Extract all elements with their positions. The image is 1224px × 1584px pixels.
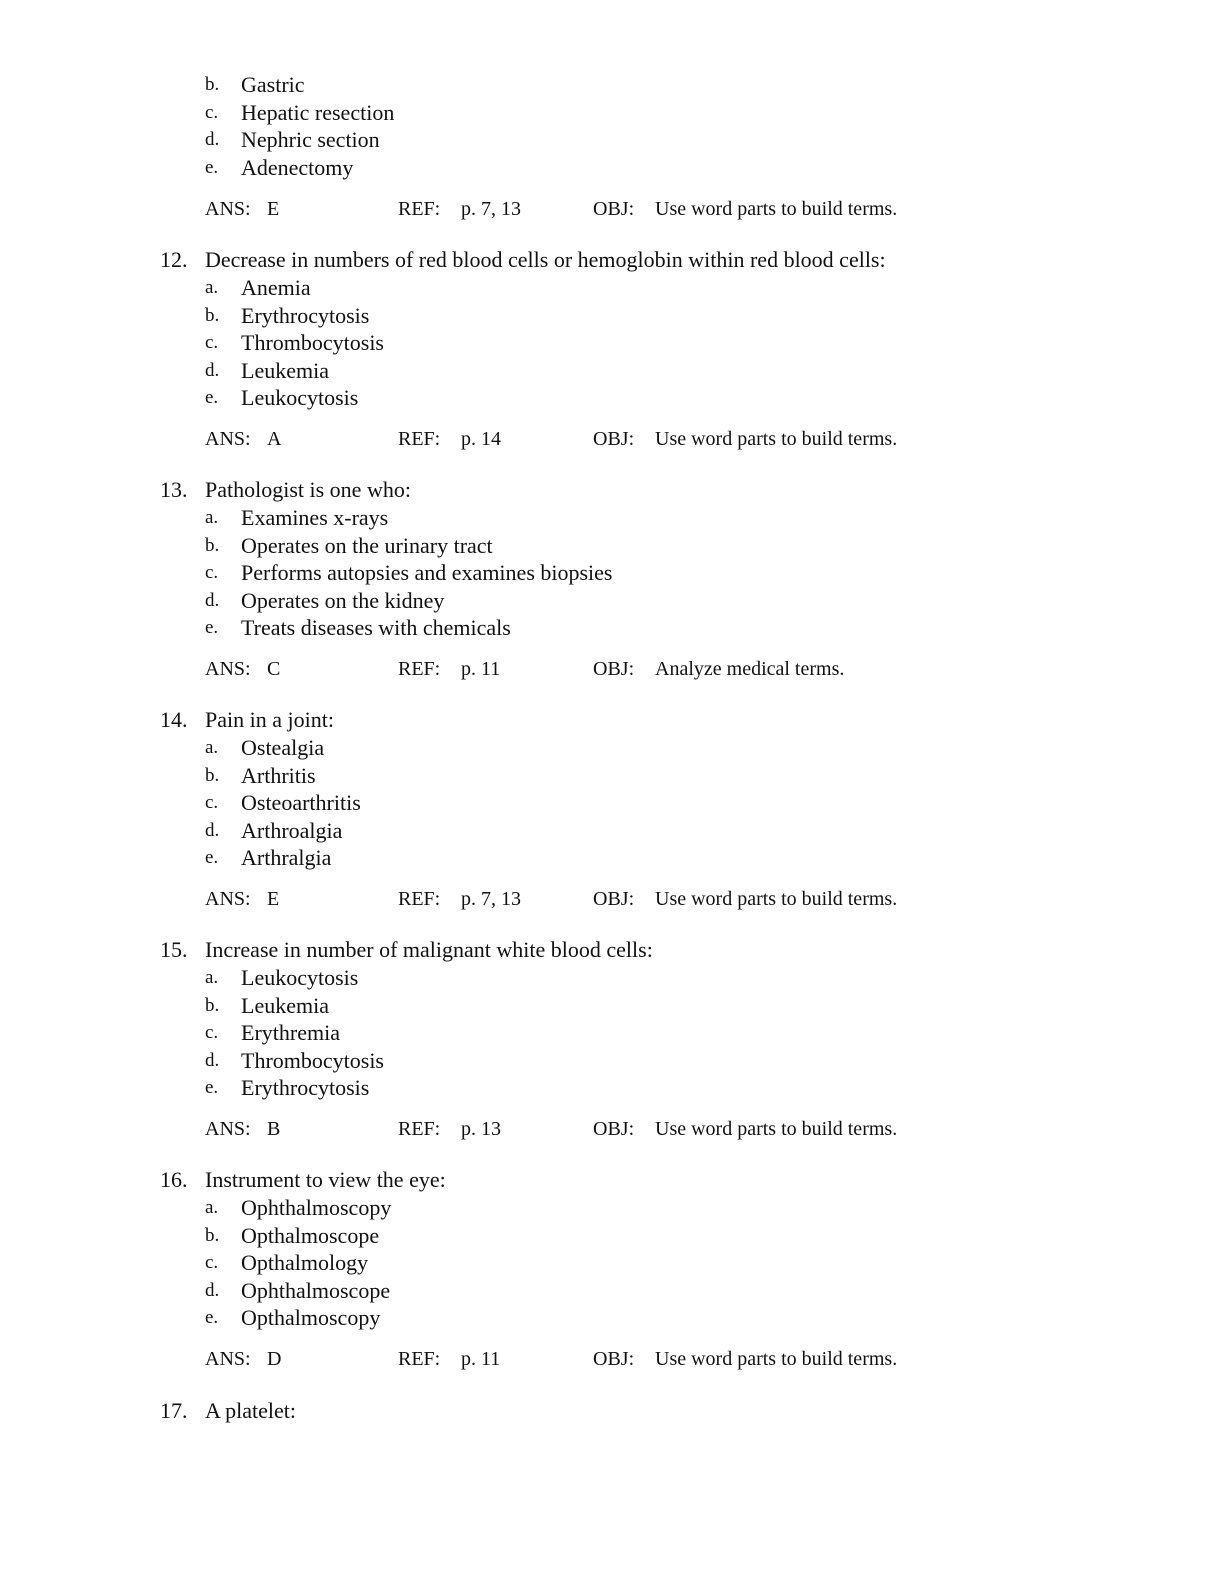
option-text: Ophthalmoscopy (241, 1195, 392, 1220)
answer-line (205, 1346, 965, 1372)
option-text: Ostealgia (241, 735, 325, 760)
option-text: Osteoarthritis (241, 790, 361, 815)
obj-value: Use word parts to build terms. (655, 428, 898, 450)
ans-value: B (267, 1118, 281, 1140)
option-letter: b. (205, 994, 220, 1016)
question-number: 13. (160, 477, 188, 502)
option-letter: b. (205, 764, 220, 786)
option-letter: a. (205, 1197, 219, 1218)
ans-label: ANS: (205, 658, 251, 680)
question-text: Instrument to view the eye: (205, 1167, 446, 1192)
option-text: Treats diseases with chemicals (241, 615, 511, 640)
option-letter: c. (205, 101, 219, 123)
obj-value: Use word parts to build terms. (655, 1348, 898, 1370)
ref-value: p. 7, 13 (461, 198, 521, 220)
option-letter: a. (205, 737, 219, 758)
ref-value: p. 14 (461, 428, 501, 450)
option-text: Gastric (241, 72, 305, 97)
question-number: 17. (160, 1398, 188, 1423)
option-letter: a. (205, 967, 219, 988)
answer-line (205, 196, 965, 222)
option-letter: e. (205, 1077, 219, 1098)
option-text: Erythremia (241, 1020, 340, 1045)
question-number: 16. (160, 1167, 188, 1192)
obj-value: Use word parts to build terms. (655, 888, 898, 910)
option-letter: d. (205, 359, 220, 381)
ans-value: D (267, 1348, 282, 1370)
option-letter: c. (205, 562, 219, 583)
answer-line (205, 1116, 965, 1142)
ref-value: p. 11 (461, 658, 501, 680)
question-text: A platelet: (205, 1398, 297, 1423)
option-text: Leukocytosis (241, 385, 359, 410)
question-text: Pain in a joint: (205, 707, 334, 732)
option-text: Performs autopsies and examines biopsies (241, 560, 613, 585)
obj-label: OBJ: (593, 428, 635, 450)
ref-label: REF: (398, 198, 441, 220)
option-text: Leukocytosis (241, 965, 359, 990)
question-text: Increase in number of malignant white blood cells: (205, 937, 653, 962)
option-letter: d. (205, 1279, 220, 1301)
option-letter: b. (205, 1224, 220, 1246)
obj-value: Use word parts to build terms. (655, 198, 898, 220)
option-text: Leukemia (241, 992, 329, 1018)
option-letter: c. (205, 1252, 219, 1273)
option-letter: d. (205, 819, 220, 841)
option-text: Adenectomy (241, 154, 354, 180)
option-letter: e. (205, 1307, 219, 1328)
ans-label: ANS: (205, 428, 251, 450)
obj-value: Analyze medical terms. (655, 658, 845, 680)
ans-label: ANS: (205, 198, 251, 220)
option-text: Operates on the kidney (241, 587, 445, 613)
ref-value: p. 7, 13 (461, 888, 521, 910)
option-text: Arthritis (241, 762, 316, 788)
option-text: Hepatic resection (241, 99, 395, 125)
option-letter: d. (205, 1049, 220, 1071)
option-text: Opthalmology (241, 1250, 369, 1275)
option-text: Thrombocytosis (241, 330, 384, 355)
option-text: Erythrocytosis (241, 1075, 370, 1100)
answer-line (205, 656, 965, 682)
ref-label: REF: (398, 658, 441, 680)
ans-label: ANS: (205, 1348, 251, 1370)
question-text: Pathologist is one who: (205, 477, 411, 502)
ref-value: p. 13 (461, 1118, 501, 1140)
obj-label: OBJ: (593, 198, 635, 220)
ans-label: ANS: (205, 1118, 251, 1140)
option-text: Nephric section (241, 127, 380, 152)
ans-value: C (267, 658, 281, 680)
option-text: Thrombocytosis (241, 1047, 384, 1073)
option-letter: c. (205, 1022, 219, 1043)
option-letter: b. (205, 534, 220, 556)
ref-value: p. 11 (461, 1348, 501, 1370)
obj-label: OBJ: (593, 1118, 635, 1140)
obj-label: OBJ: (593, 1348, 635, 1370)
obj-value: Use word parts to build terms. (655, 1118, 898, 1140)
ref-label: REF: (398, 1118, 441, 1140)
option-text: Anemia (241, 275, 311, 300)
option-text: Opthalmoscopy (241, 1305, 381, 1330)
option-letter: e. (205, 387, 219, 408)
option-text: Arthralgia (241, 845, 332, 870)
question-number: 15. (160, 937, 188, 962)
answer-line (205, 426, 965, 452)
ref-label: REF: (398, 888, 441, 910)
option-text: Examines x-rays (241, 505, 389, 530)
option-text: Erythrocytosis (241, 302, 370, 328)
option-letter: d. (205, 589, 220, 611)
ans-value: E (267, 888, 280, 910)
ans-value: E (267, 198, 280, 220)
ref-label: REF: (398, 1348, 441, 1370)
option-letter: e. (205, 847, 219, 868)
option-letter: d. (205, 129, 220, 150)
option-letter: b. (205, 304, 220, 326)
option-letter: e. (205, 156, 219, 178)
option-text: Opthalmoscope (241, 1222, 380, 1248)
ref-label: REF: (398, 428, 441, 450)
option-letter: e. (205, 617, 219, 638)
option-text: Arthroalgia (241, 817, 343, 843)
option-text: Ophthalmoscope (241, 1277, 391, 1303)
option-letter: c. (205, 332, 219, 353)
ans-label: ANS: (205, 888, 251, 910)
option-letter: a. (205, 277, 219, 298)
answer-line (205, 886, 965, 912)
question-text: Decrease in numbers of red blood cells or hemoglobin within red blood cells: (205, 247, 886, 272)
option-text: Operates on the urinary tract (241, 532, 493, 558)
option-letter: b. (205, 74, 220, 95)
obj-label: OBJ: (593, 658, 635, 680)
question-number: 12. (160, 247, 188, 272)
ans-value: A (267, 428, 282, 450)
option-letter: c. (205, 792, 219, 813)
option-text: Leukemia (241, 357, 329, 383)
option-letter: a. (205, 507, 219, 528)
question-number: 14. (160, 707, 188, 732)
obj-label: OBJ: (593, 888, 635, 910)
